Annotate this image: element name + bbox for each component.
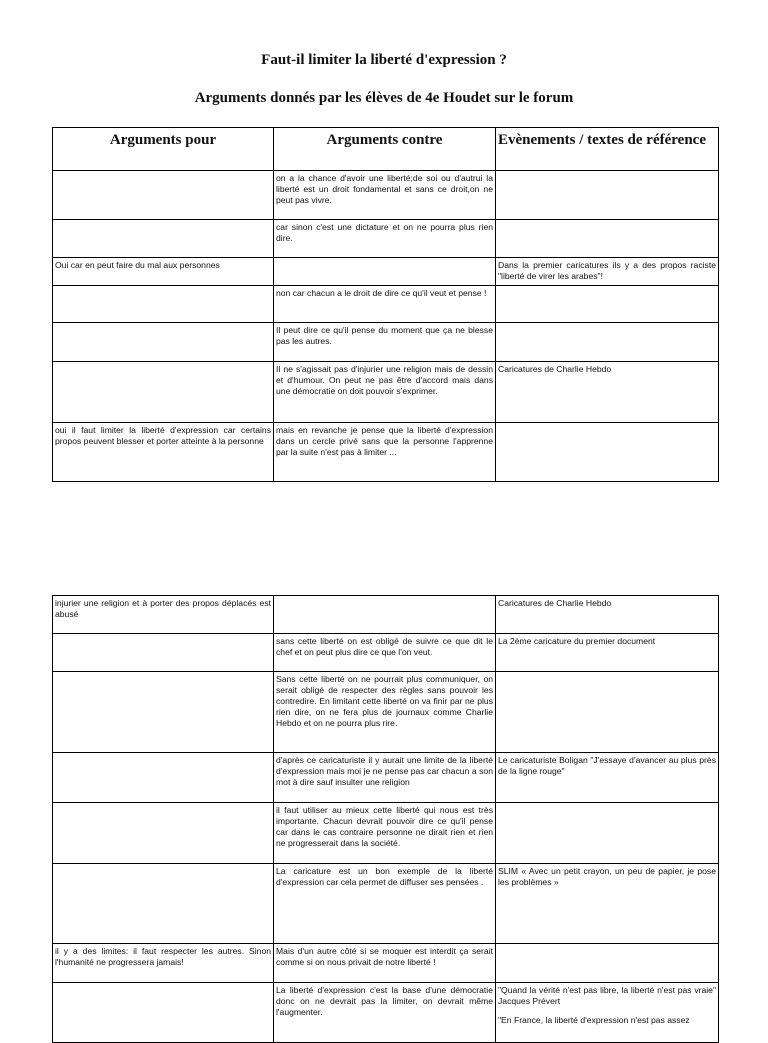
table-row	[53, 171, 719, 220]
cell-ref: Caricatures de Charlie Hebdo	[496, 362, 719, 423]
reference-quote-prevert: "Quand la vérité n'est pas libre, la liberté n'est pas vraie" Jacques Prévert	[498, 985, 716, 1006]
cell-pour	[53, 286, 274, 323]
cell-pour	[53, 323, 274, 362]
cell-ref: Le caricaturiste Boligan "J'essaye d'avancer au plus près de la ligne rouge"	[496, 753, 719, 803]
table-row	[53, 323, 719, 362]
cell-ref	[496, 983, 719, 1043]
cell-pour: oui il faut limiter la liberté d'expression car certains propos peuvent blesser et porter atteinte à la personne	[53, 423, 274, 482]
cell-ref	[496, 286, 719, 323]
cell-pour: il y a des limites: il faut respecter les autres. Sinon l'humanité ne progressera jamais!	[53, 944, 274, 983]
cell-pour	[53, 753, 274, 803]
cell-contre: Sans cette liberté on ne pourrait plus communiquer, on serait obligé de respecter des règles sans pouvoir les contredire. En limitant cette liberté on va finir par ne plus rien dire, on ne fera plus de journaux comme Charlie Hebdo et on ne pourra plus rire.	[274, 672, 496, 753]
header-references: Evènements / textes de référence	[496, 128, 719, 171]
cell-ref: Dans la premier caricatures ils y a des propos raciste "liberté de virer les arabes"!	[496, 258, 719, 286]
table-row	[53, 423, 719, 482]
arguments-table-2	[52, 595, 719, 1043]
cell-contre	[274, 596, 496, 634]
cell-ref	[496, 803, 719, 864]
table-row	[53, 220, 719, 258]
cell-pour: injurier une religion et à porter des propos déplacés est abusé	[53, 596, 274, 634]
cell-contre: Il peut dire ce qu'il pense du moment que ça ne blesse pas les autres.	[274, 323, 496, 362]
cell-contre: Il ne s'agissait pas d'injurier une religion mais de dessin et d'humour. On peut ne pas être d'accord mais dans une démocratie on doit pouvoir s'exprimer.	[274, 362, 496, 423]
document-subtitle: Arguments donnés par les élèves de 4e Houdet sur le forum	[194, 90, 574, 106]
cell-ref	[496, 944, 719, 983]
table-row	[53, 753, 719, 803]
cell-contre: Mais d'un autre côté si se moquer est interdit ça serait comme si on nous privait de notre liberté !	[274, 944, 496, 983]
cell-pour	[53, 634, 274, 672]
table-row	[53, 362, 719, 423]
arguments-table-1	[52, 127, 719, 482]
cell-pour	[53, 803, 274, 864]
table-row	[53, 803, 719, 864]
cell-ref	[496, 323, 719, 362]
cell-ref: Caricatures de Charlie Hebdo	[496, 596, 719, 634]
table-row	[53, 258, 719, 286]
cell-contre: La liberté d'expression c'est la base d'une démocratie donc on ne devrait pas la limiter, on devrait même l'augmenter.	[274, 983, 496, 1043]
reference-quote-truncated: "En France, la liberté d'expression n'est pas assez	[498, 1015, 690, 1025]
cell-contre: mais en revanche je pense que la liberté d'expression dans un cercle privé sans que la personne l'apprenne par la suite n'est pas à limiter ...	[274, 423, 496, 482]
table-row	[53, 944, 719, 983]
table-row	[53, 286, 719, 323]
table-row	[53, 634, 719, 672]
cell-pour	[53, 864, 274, 944]
cell-pour: Oui car en peut faire du mal aux personnes	[53, 258, 274, 286]
cell-contre: on a la chance d'avoir une liberté;de soi ou d'autrui la liberté est un droit fondamental et sans ce droit,on ne peut pas vivre.	[274, 171, 496, 220]
cell-contre: il faut utiliser au mieux cette liberté qui nous est très importante. Chacun devrait pouvoir dire ce qu'il pense car dans le cas contraire personne ne dirait rien et rien ne progresserait dans la société.	[274, 803, 496, 864]
cell-contre: d'après ce caricaturiste il y aurait une limite de la liberté d'expression mais moi je ne pense pas car chacun a son mot à dire sauf insulter une religion	[274, 753, 496, 803]
cell-ref: SLIM « Avec un petit crayon, un peu de papier, je pose les problèmes »	[496, 864, 719, 944]
table-row	[53, 864, 719, 944]
cell-contre: sans cette liberté on est obligé de suivre ce que dit le chef et on peut plus dire ce que l'on veut.	[274, 634, 496, 672]
cell-ref	[496, 423, 719, 482]
cell-ref	[496, 171, 719, 220]
table-row	[53, 672, 719, 753]
cell-pour	[53, 171, 274, 220]
cell-ref	[496, 672, 719, 753]
header-arguments-pour: Arguments pour	[53, 128, 274, 171]
cell-pour	[53, 672, 274, 753]
cell-pour	[53, 983, 274, 1043]
document-title: Faut-il limiter la liberté d'expression ?	[261, 52, 507, 68]
cell-ref	[496, 220, 719, 258]
cell-contre	[274, 258, 496, 286]
cell-contre: non car chacun a le droit de dire ce qu'il veut et pense !	[274, 286, 496, 323]
cell-pour	[53, 362, 274, 423]
cell-contre: La caricature est un bon exemple de la liberté d'expression car cela permet de diffuser ses pensées .	[274, 864, 496, 944]
cell-ref: La 2ème caricature du premier document	[496, 634, 719, 672]
cell-contre: car sinon c'est une dictature et on ne pourra plus rien dire.	[274, 220, 496, 258]
header-row	[53, 128, 719, 171]
table-row	[53, 596, 719, 634]
header-arguments-contre: Arguments contre	[274, 128, 496, 171]
table-row	[53, 983, 719, 1043]
cell-pour	[53, 220, 274, 258]
